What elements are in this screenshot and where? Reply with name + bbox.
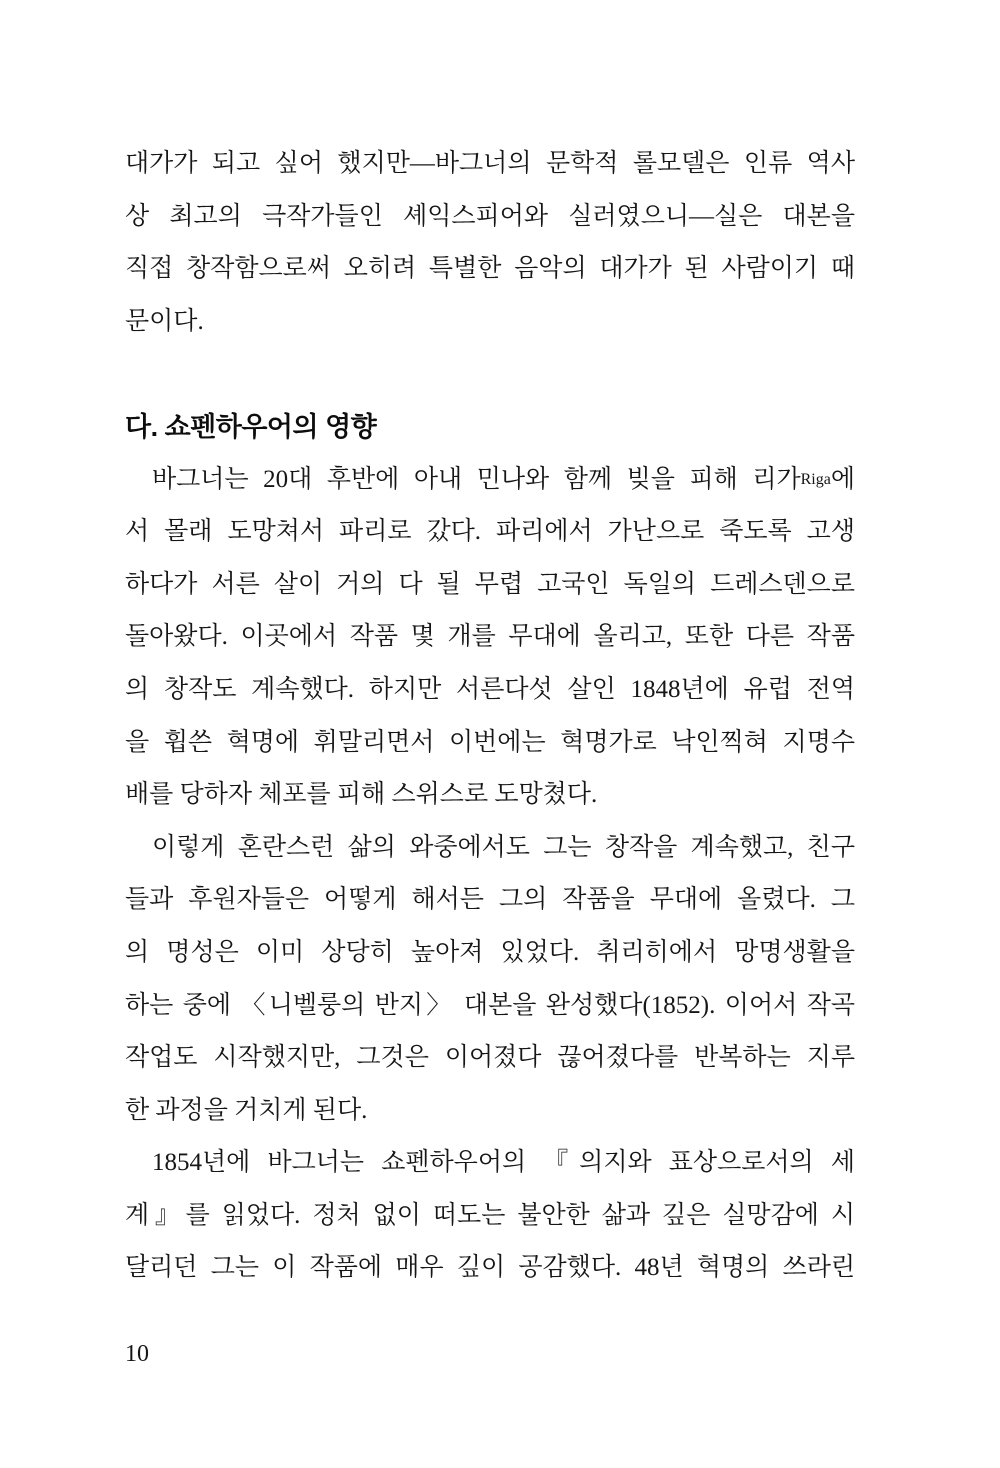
text-segment: 의 창작도 계속했다. 하지만 서른다섯 살인 1848년에 유럽 전역 (125, 675, 855, 703)
text-line (125, 769, 855, 822)
text-line (125, 822, 855, 875)
text-segment: 상 최고의 극작가들인 셰익스피어와 실러였으니—실은 대본을 (125, 202, 855, 230)
text-segment: 문이다. (125, 307, 204, 335)
text-line (125, 191, 855, 244)
text-line (125, 874, 855, 927)
text-segment: 을 휩쓴 혁명에 휘말리면서 이번에는 혁명가로 낙인찍혀 지명수 (125, 728, 855, 756)
text-segment: 이렇게 혼란스런 삶의 와중에서도 그는 창작을 계속했고, 친구 (152, 833, 855, 861)
section-heading: 다. 쇼펜하우어의 영향 (125, 411, 377, 442)
text-segment: 바그너는 20대 후반에 아내 민나와 함께 빚을 피해 리가 (152, 465, 801, 493)
text-line (125, 243, 855, 296)
text-segment: 하는 중에 〈니벨룽의 반지〉 대본을 완성했다(1852). 이어서 작곡 (125, 991, 855, 1019)
text-line (125, 454, 855, 507)
text-line (125, 1032, 855, 1085)
text-segment: 하다가 서른 살이 거의 다 될 무렵 고국인 독일의 드레스덴으로 (125, 570, 855, 598)
page-text (125, 138, 855, 1295)
text-segment: 서 몰래 도망쳐서 파리로 갔다. 파리에서 가난으로 죽도록 고생 (125, 518, 855, 546)
text-line (125, 1242, 855, 1295)
text-line (125, 611, 855, 664)
text-segment: 에 (830, 465, 855, 493)
text-line (125, 506, 855, 559)
text-segment: 의 명성은 이미 상당히 높아져 있었다. 취리히에서 망명생활을 (125, 938, 855, 966)
text-line (125, 1190, 855, 1243)
latin-annotation: Riga (800, 470, 831, 488)
text-line (125, 927, 855, 980)
text-segment: 한 과정을 거치게 된다. (125, 1096, 368, 1124)
text-line (125, 1085, 855, 1138)
text-line (125, 138, 855, 191)
text-segment: 작업도 시작했지만, 그것은 이어졌다 끊어졌다를 반복하는 지루 (125, 1044, 855, 1072)
text-segment: 배를 당하자 체포를 피해 스위스로 도망쳤다. (125, 781, 598, 809)
text-line (125, 717, 855, 770)
text-segment: 대가가 되고 싶어 했지만—바그너의 문학적 롤모델은 인류 역사 (125, 150, 855, 177)
text-line (125, 296, 855, 349)
text-segment: 달리던 그는 이 작품에 매우 깊이 공감했다. 48년 혁명의 쓰라린 (125, 1254, 855, 1282)
text-segment: 돌아왔다. 이곳에서 작품 몇 개를 무대에 올리고, 또한 다른 작품 (125, 623, 855, 651)
text-segment: 직접 창작함으로써 오히려 특별한 음악의 대가가 된 사람이기 때 (125, 255, 855, 283)
text-segment: 1854년에 바그너는 쇼펜하우어의 『의지와 표상으로서의 세 (152, 1149, 855, 1177)
text-segment: 계』를 읽었다. 정처 없이 떠도는 불안한 삶과 깊은 실망감에 시 (125, 1201, 855, 1229)
text-line (125, 1137, 855, 1190)
text-line (125, 980, 855, 1033)
text-line (125, 664, 855, 717)
text-line (125, 559, 855, 612)
text-segment: 들과 후원자들은 어떻게 해서든 그의 작품을 무대에 올렸다. 그 (125, 886, 855, 914)
page-number: 10 (125, 1341, 149, 1367)
paragraph-spacer (125, 348, 855, 401)
